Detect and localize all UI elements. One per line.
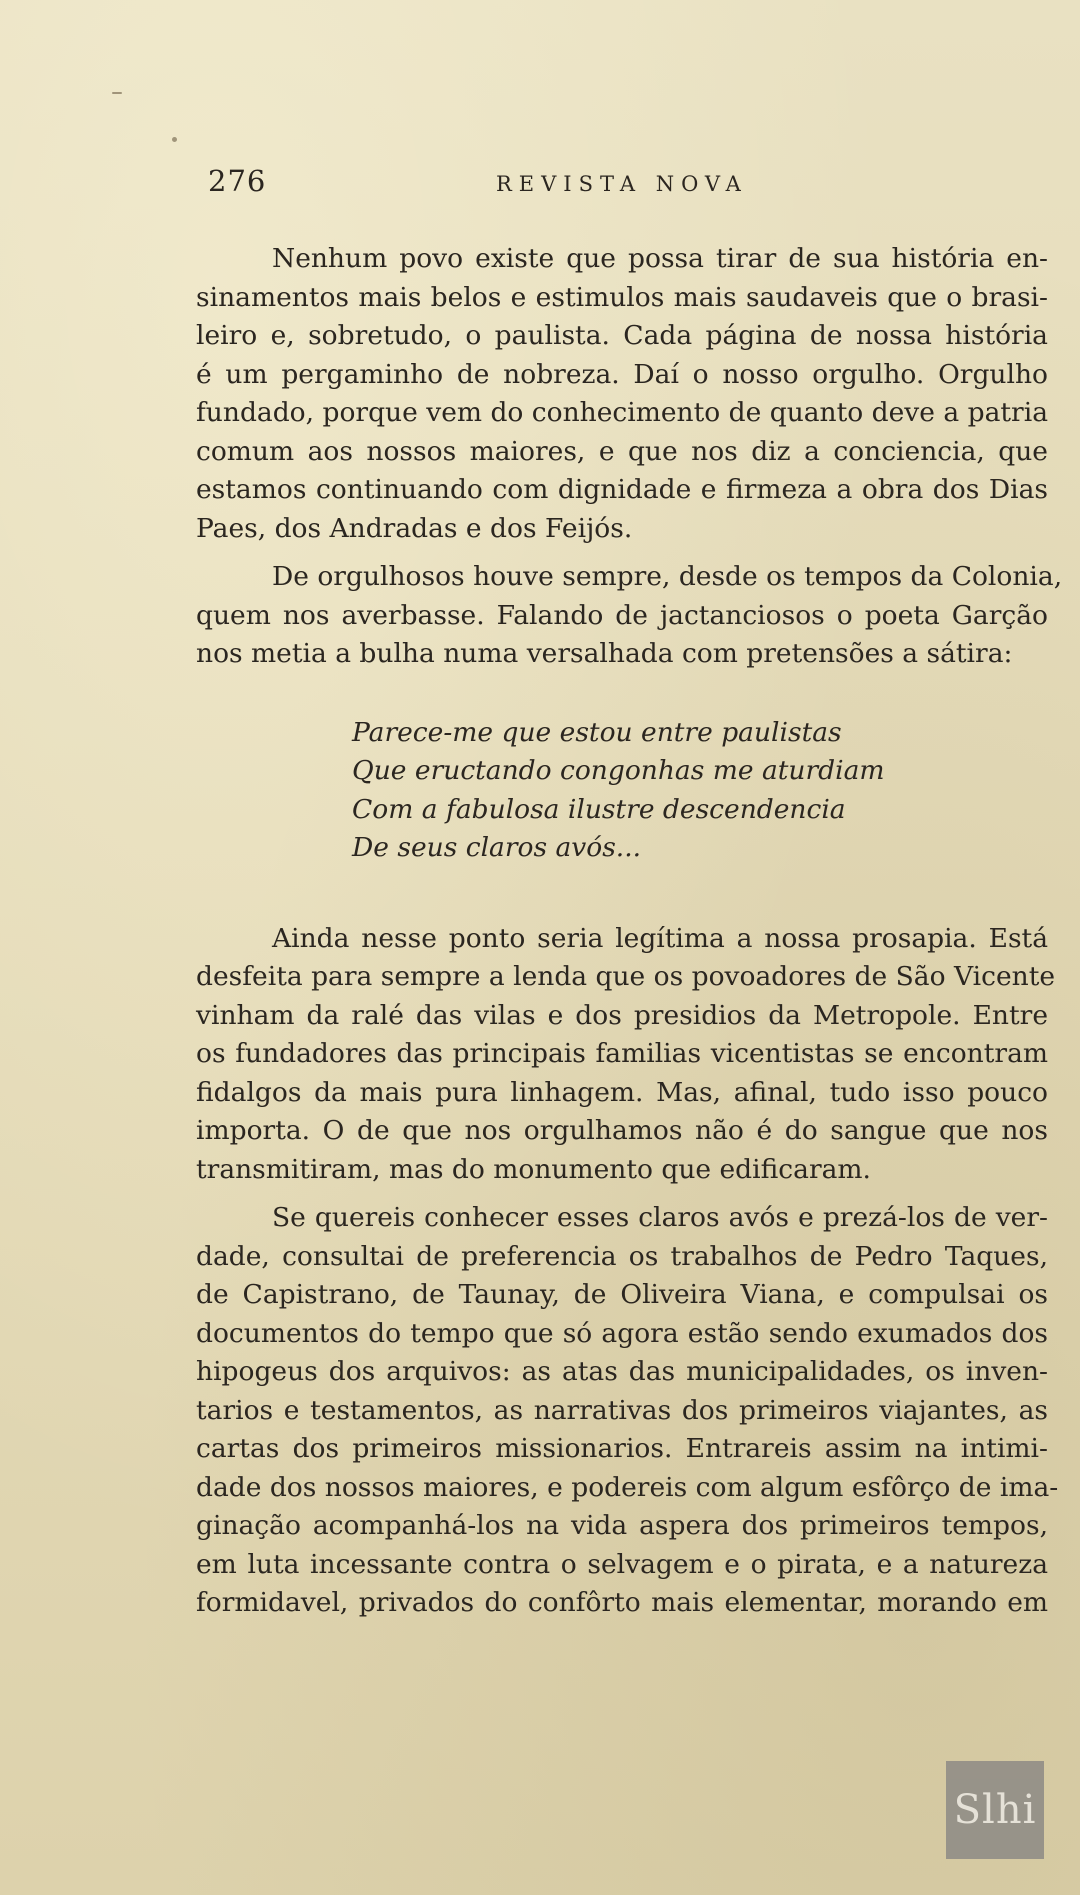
page-number: 276 <box>208 164 267 198</box>
text-line: fidalgos da mais pura linhagem. Mas, afinal, tudo isso pouco <box>196 1076 1048 1108</box>
page-header <box>208 164 1048 204</box>
paragraph <box>196 1199 1059 1623</box>
text-line: em luta incessante contra o selvagem e o pirata, e a natureza <box>196 1548 1048 1580</box>
text-line: documentos do tempo que só agora estão sendo exumados dos <box>196 1317 1048 1349</box>
paragraph <box>196 558 1063 674</box>
text-line: Paes, dos Andradas e dos Feijós. <box>196 512 633 544</box>
text-line: os fundadores das principais familias vicentistas se encontram <box>196 1038 1048 1069</box>
text-line: quem nos averbasse. Falando de jactanciosos o poeta Garção <box>196 599 1048 631</box>
text-line: formidavel, privados do confôrto mais elementar, morando em <box>196 1587 1048 1618</box>
paper-speck <box>112 92 122 94</box>
verse-quote <box>196 714 1048 868</box>
text-line: hipogeus dos arquivos: as atas das municipalidades, os inven- <box>196 1356 1048 1387</box>
text-line: Se quereis conhecer esses claros avós e prezá-los de ver- <box>272 1202 1048 1233</box>
paragraph <box>196 920 1056 1190</box>
paper-speck <box>172 137 177 142</box>
text-line: importa. O de que nos orgulhamos não é do sangue que nos <box>196 1115 1048 1146</box>
text-line: comum aos nossos maiores, e que nos diz a conciencia, que <box>196 435 1048 467</box>
article-body <box>196 240 1063 1623</box>
text-line: é um pergaminho de nobreza. Daí o nosso orgulho. Orgulho <box>196 358 1048 390</box>
text-line: de Capistrano, de Taunay, de Oliveira Viana, e compulsai os <box>196 1279 1048 1310</box>
archive-logo-text: Slhi <box>953 1787 1037 1833</box>
text-line: dade, consultai de preferencia os trabalhos de Pedro Taques, <box>196 1240 1048 1272</box>
text-line: estamos continuando com dignidade e firmeza a obra dos Dias <box>196 474 1048 505</box>
text-line: sinamentos mais belos e estimulos mais saudaveis que o brasi- <box>196 281 1048 313</box>
text-line: Ainda nesse ponto seria legítima a nossa prosapia. Está <box>272 922 1048 954</box>
text-line: transmitiram, mas do monumento que edificaram. <box>196 1153 871 1185</box>
text-line: ginação acompanhá-los na vida aspera dos primeiros tempos, <box>196 1510 1048 1541</box>
text-line: fundado, porque vem do conhecimento de quanto deve a patria <box>196 397 1048 428</box>
text-line: leiro e, sobretudo, o paulista. Cada página de nossa história <box>196 320 1048 351</box>
text-line: tarios e testamentos, as narrativas dos primeiros viajantes, as <box>196 1394 1048 1426</box>
verse-line: De seus claros avós... <box>352 832 642 863</box>
text-line: cartas dos primeiros missionarios. Entrareis assim na intimi- <box>196 1433 1048 1464</box>
text-line: dade dos nossos maiores, e podereis com algum esfôrço de ima- <box>196 1471 1059 1503</box>
paragraph <box>196 240 1048 548</box>
archive-logo-stamp <box>946 1761 1044 1859</box>
text-line: De orgulhosos houve sempre, desde os tempos da Colonia, <box>272 561 1063 592</box>
text-line: Nenhum povo existe que possa tirar de sua história en- <box>272 243 1048 274</box>
text-line: desfeita para sempre a lenda que os povoadores de São Vicente <box>196 961 1056 992</box>
running-title: REVISTA NOVA <box>496 172 748 196</box>
text-line: vinham da ralé das vilas e dos presidios da Metropole. Entre <box>196 999 1048 1031</box>
verse-line: Parece-me que estou entre paulistas <box>352 716 842 748</box>
verse-line: Que eructando congonhas me aturdiam <box>352 755 885 786</box>
verse-line: Com a fabulosa ilustre descendencia <box>352 793 846 825</box>
text-line: nos metia a bulha numa versalhada com pretensões a sátira: <box>196 638 1013 669</box>
